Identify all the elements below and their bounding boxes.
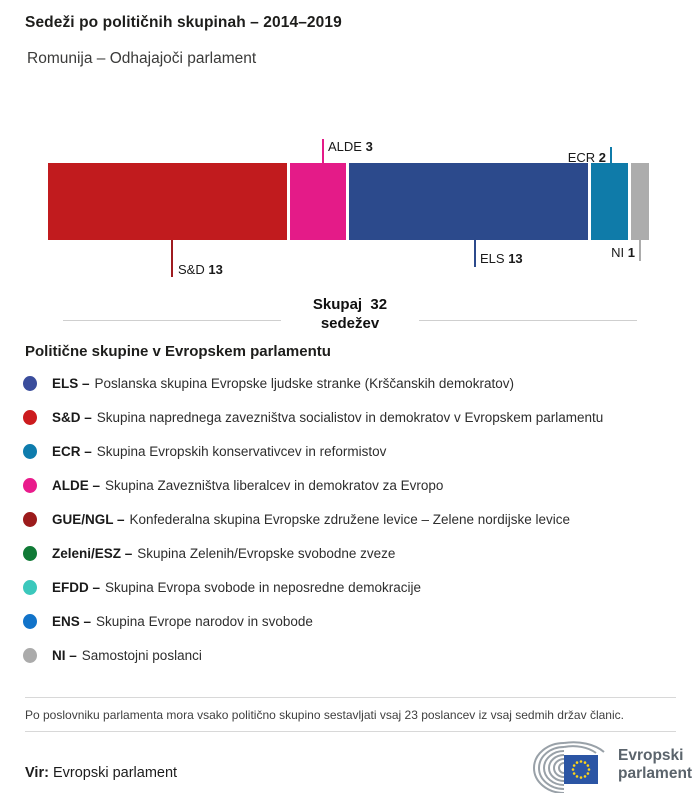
els-leader-line [474, 240, 476, 267]
bar-segment-els [349, 163, 588, 240]
legend-desc: Skupina Evropa svobode in neposredne demokracije [105, 579, 421, 595]
legend-desc: Skupina Evrope narodov in svobode [96, 613, 313, 629]
legend-item-ens [23, 604, 683, 638]
efdd-color-dot-icon [23, 580, 37, 595]
ecr-label-seats: 2 [598, 150, 606, 165]
legend-abbr: ENS – [52, 613, 92, 629]
eu-flag-icon [564, 755, 598, 784]
alde-leader-line [322, 139, 324, 163]
legend-abbr: EFDD – [52, 579, 101, 595]
legend-item-alde [23, 468, 683, 502]
alde-value-label [328, 139, 373, 154]
alde-color-dot-icon [23, 478, 37, 493]
ep-logo-wordmark [618, 747, 692, 783]
legend-item-sd [23, 400, 683, 434]
ep-logo-line1: Evropski [618, 747, 684, 764]
footer-divider-top [25, 697, 676, 698]
page-title: Sedeži po političnih skupinah – 2014–2019 [25, 14, 342, 31]
legend [23, 366, 683, 672]
ni-value-label [560, 245, 635, 260]
stacked-bar-chart [48, 163, 649, 240]
legend-abbr: GUE/NGL – [52, 511, 125, 527]
legend-abbr: Zeleni/ESZ – [52, 545, 133, 561]
sd-color-dot-icon [23, 410, 37, 425]
alde-label-text: ALDE [328, 139, 362, 154]
footer-divider-bottom [25, 731, 676, 732]
legend-desc: Konfederalna skupina Evropske združene levice – Zelene nordijske levice [129, 511, 571, 527]
legend-desc: Skupina Zelenih/Evropske svobodne zveze [137, 545, 396, 561]
sd-leader-line [171, 240, 173, 277]
legend-desc: Samostojni poslanci [81, 647, 202, 663]
total-seats-line2: sedežev [320, 315, 380, 332]
bar-segment-ecr [591, 163, 628, 240]
ep-logo [528, 737, 692, 793]
source-line [25, 765, 177, 781]
bar-segment-alde [290, 163, 345, 240]
ecr-label-text: ECR [567, 150, 596, 165]
ep-logo-line2: parlament [618, 765, 693, 782]
ni-label-seats: 1 [627, 245, 635, 260]
els-color-dot-icon [23, 376, 37, 391]
legend-desc: Skupina Zavezništva liberalcev in demokratov za Evropo [105, 477, 444, 493]
guengl-color-dot-icon [23, 512, 37, 527]
els-value-label [480, 251, 523, 266]
zeleni-color-dot-icon [23, 546, 37, 561]
legend-item-guengl [23, 502, 683, 536]
legend-item-zeleni [23, 536, 683, 570]
ni-color-dot-icon [23, 648, 37, 663]
alde-label-seats: 3 [365, 139, 373, 154]
sd-label-seats: 13 [208, 262, 223, 277]
ecr-leader-line [610, 147, 612, 163]
legend-desc: Skupina naprednega zavezništva socialistov in demokratov v Evropskem parlamentu [96, 409, 604, 425]
legend-abbr: ECR – [52, 443, 92, 459]
els-label-seats: 13 [508, 251, 523, 266]
legend-desc: Poslanska skupina Evropske ljudske stranke (Krščanskih demokratov) [94, 375, 514, 391]
ep-logo-hemicycle-icon [528, 737, 610, 793]
footnote: Po poslovniku parlamenta mora vsako politično skupino sestavljati vsaj 23 poslancev iz vsaj sedmih držav članic. [25, 708, 624, 722]
ens-color-dot-icon [23, 614, 37, 629]
bar-segment-sd [48, 163, 287, 240]
total-seats-label [0, 295, 700, 333]
ni-leader-line [639, 240, 641, 261]
ni-label-text: NI [611, 245, 625, 260]
legend-abbr: S&D – [52, 409, 92, 425]
total-seats-line1: Skupaj 32 [312, 296, 388, 313]
legend-title: Politične skupine v Evropskem parlamentu [25, 343, 331, 360]
legend-abbr: NI – [52, 647, 77, 663]
legend-abbr: ELS – [52, 375, 90, 391]
page-subtitle: Romunija – Odhajajoči parlament [27, 50, 257, 67]
legend-item-efdd [23, 570, 683, 604]
bar-segment-ni [631, 163, 649, 240]
source-label: Vir: [25, 765, 49, 781]
legend-abbr: ALDE – [52, 477, 101, 493]
legend-item-ecr [23, 434, 683, 468]
legend-item-ni [23, 638, 683, 672]
sd-label-text: S&D [178, 262, 205, 277]
ecr-color-dot-icon [23, 444, 37, 459]
source-text: Evropski parlament [52, 765, 178, 781]
els-label-text: ELS [480, 251, 505, 266]
ecr-value-label [520, 150, 606, 165]
legend-item-els [23, 366, 683, 400]
legend-desc: Skupina Evropskih konservativcev in reformistov [96, 443, 387, 459]
sd-value-label [178, 262, 223, 277]
